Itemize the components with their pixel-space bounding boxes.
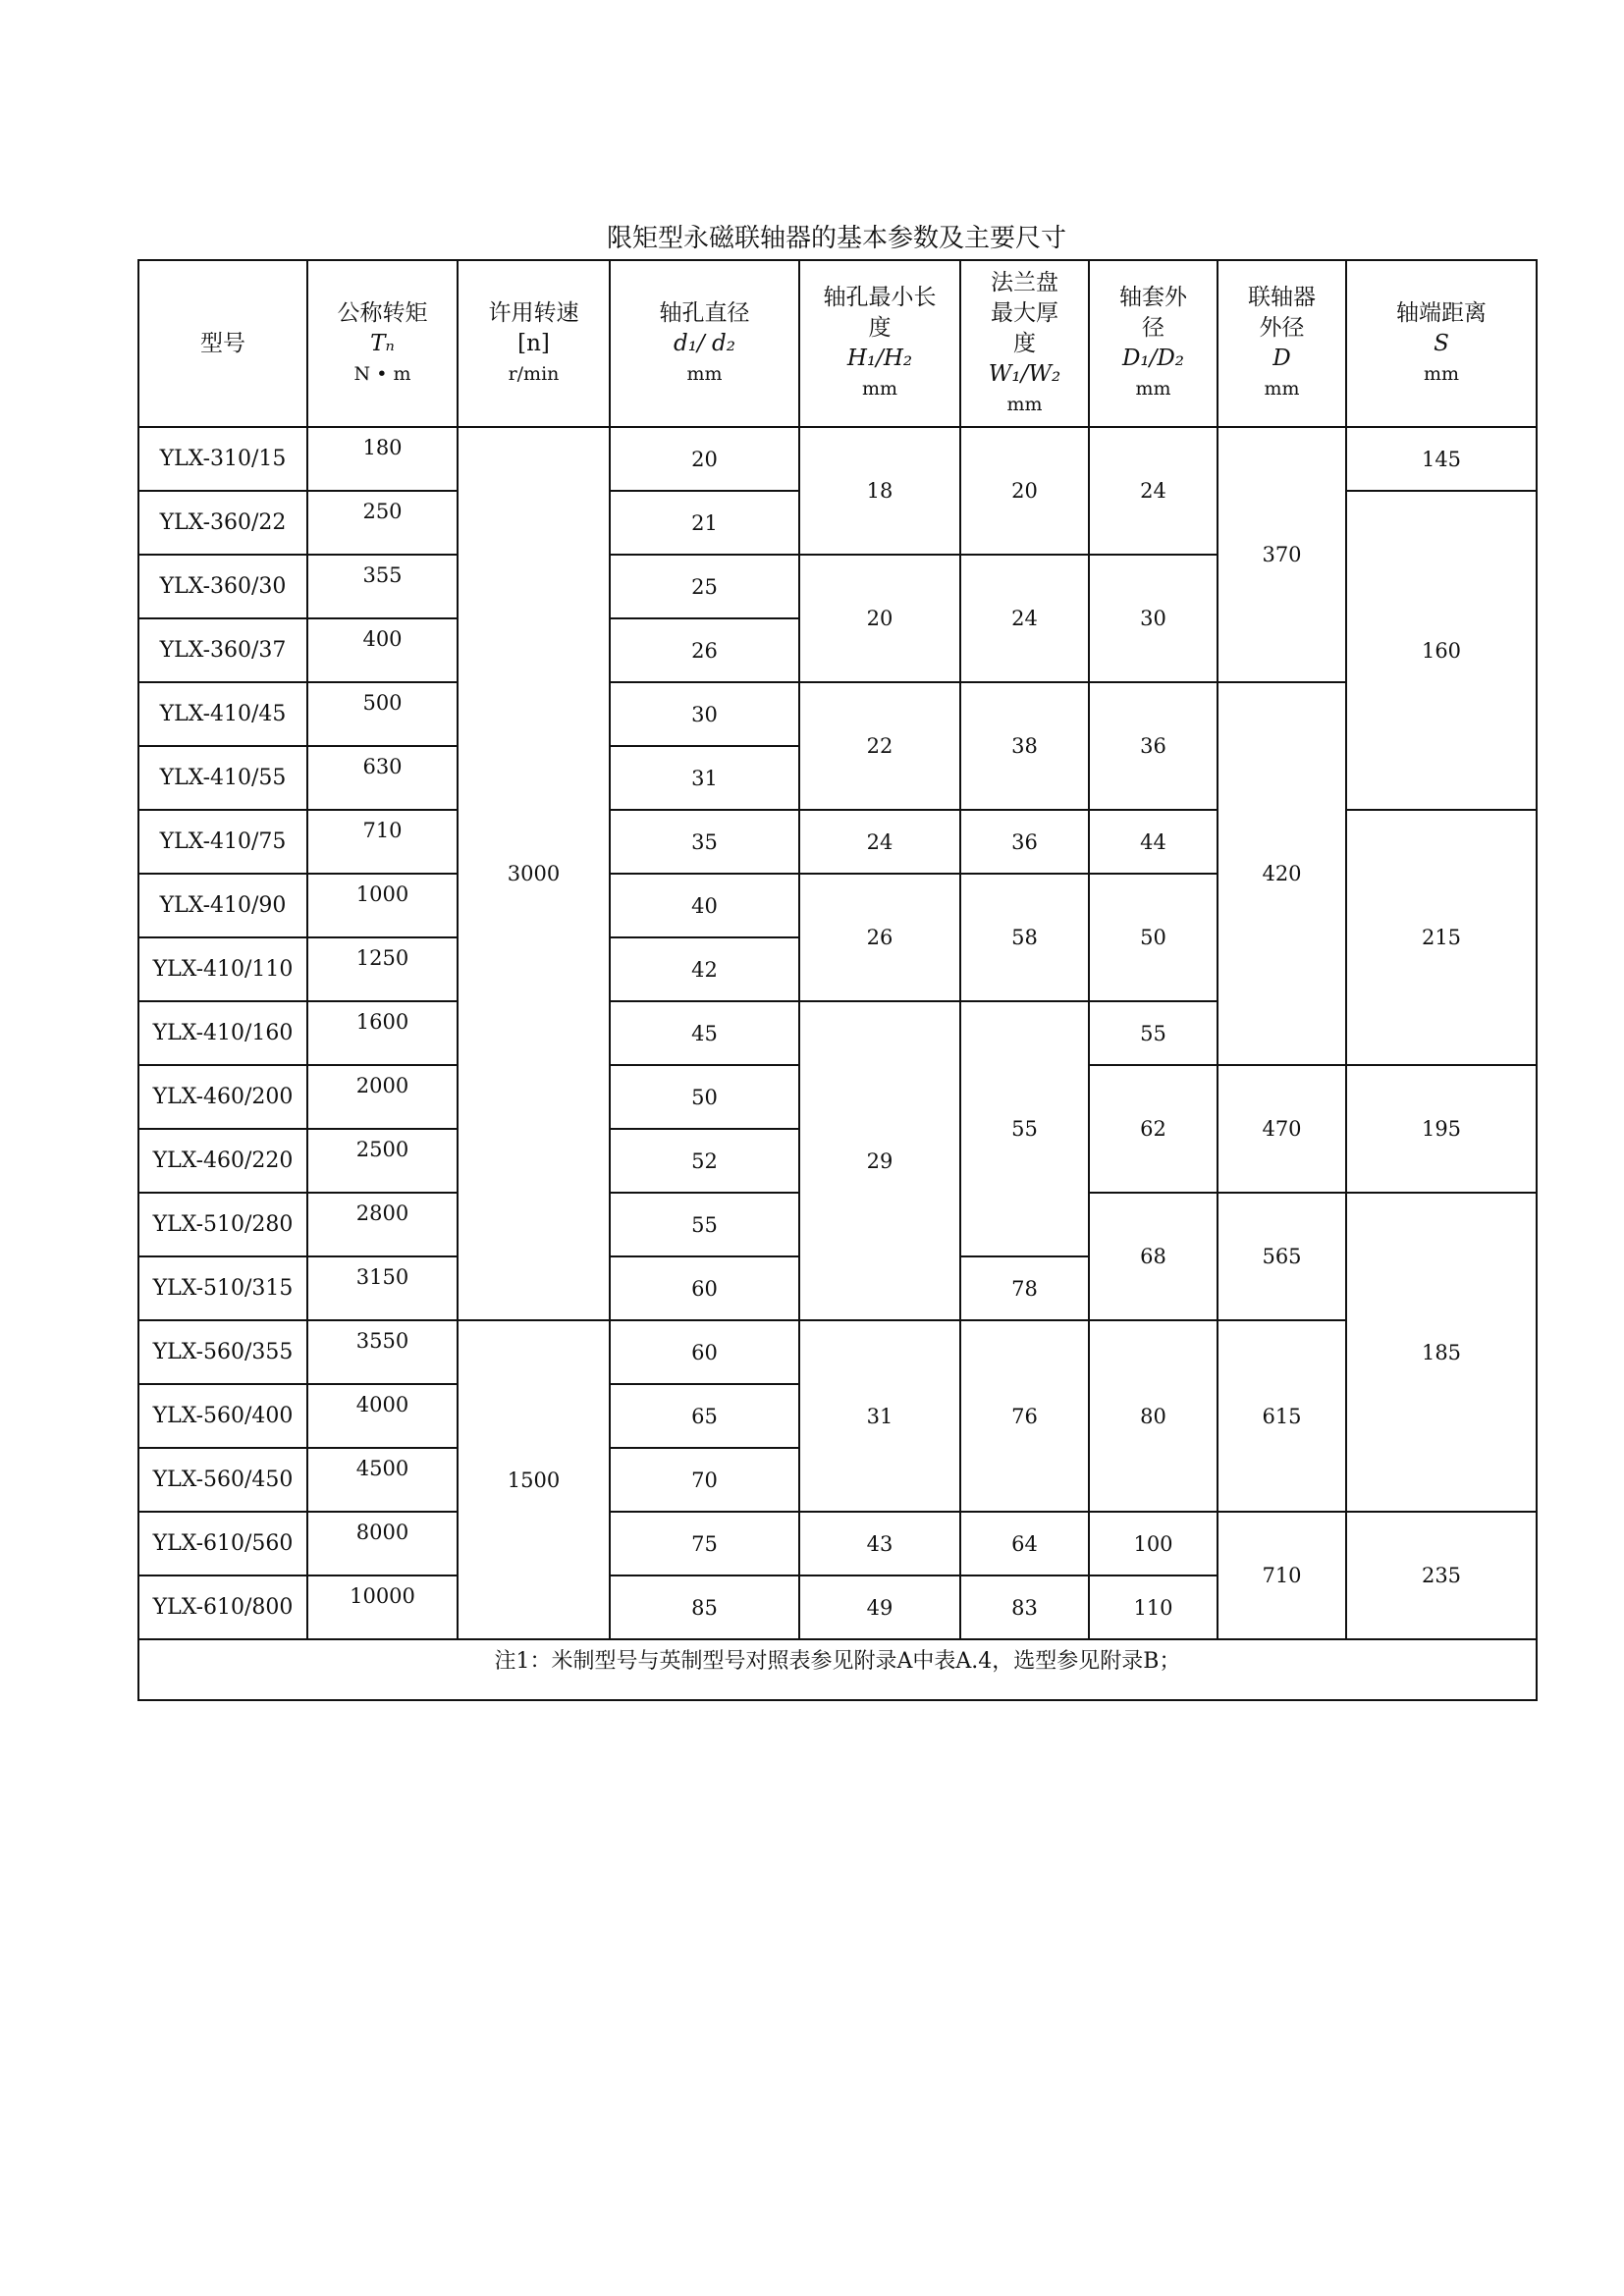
- length-cell: 26: [799, 874, 960, 1001]
- flange-cell: 38: [960, 682, 1089, 810]
- torque-cell: 2500: [307, 1129, 458, 1193]
- flange-cell: 24: [960, 555, 1089, 682]
- header-torque-name: 公称转矩: [337, 299, 428, 326]
- torque-cell: 2000: [307, 1065, 458, 1129]
- outer-diameter-cell: 420: [1218, 682, 1346, 1065]
- header-flange-symbol: W₁/W₂: [988, 360, 1061, 387]
- model-cell: YLX-610/560: [138, 1512, 307, 1575]
- torque-cell: 1600: [307, 1001, 458, 1065]
- header-length: 轴孔最小长 度 H₁/H₂ mm: [799, 260, 960, 427]
- header-speed-name: 许用转速: [488, 299, 579, 326]
- header-distance-unit: mm: [1423, 362, 1460, 385]
- model-cell: YLX-410/55: [138, 746, 307, 810]
- flange-cell: 78: [960, 1256, 1089, 1320]
- outer-diameter-cell: 470: [1218, 1065, 1346, 1193]
- distance-cell: 145: [1346, 427, 1537, 491]
- header-speed-symbol: [n]: [517, 330, 550, 356]
- header-bore-name: 轴孔直径: [659, 299, 750, 326]
- header-torque: [307, 260, 458, 427]
- header-outer-unit: mm: [1264, 378, 1300, 400]
- torque-cell: 1250: [307, 937, 458, 1001]
- model-cell: YLX-610/800: [138, 1575, 307, 1639]
- distance-cell: 160: [1346, 491, 1537, 810]
- bore-cell: 30: [610, 682, 799, 746]
- model-cell: YLX-460/200: [138, 1065, 307, 1129]
- model-cell: YLX-360/30: [138, 555, 307, 618]
- model-cell: YLX-560/450: [138, 1448, 307, 1512]
- model-cell: YLX-460/220: [138, 1129, 307, 1193]
- torque-cell: 3150: [307, 1256, 458, 1320]
- flange-cell: 64: [960, 1512, 1089, 1575]
- header-sleeve-unit: mm: [1135, 378, 1171, 400]
- outer-diameter-cell: 710: [1218, 1512, 1346, 1639]
- table-title: 限矩型永磁联轴器的基本参数及主要尺寸: [606, 224, 1066, 253]
- model-cell: YLX-310/15: [138, 427, 307, 491]
- torque-cell: 355: [307, 555, 458, 618]
- torque-cell: 710: [307, 810, 458, 874]
- header-outer: 联轴器 外径 D mm: [1218, 260, 1346, 427]
- torque-cell: 4500: [307, 1448, 458, 1512]
- length-cell: 31: [799, 1320, 960, 1512]
- sleeve-cell: 44: [1089, 810, 1218, 874]
- bore-cell: 40: [610, 874, 799, 937]
- header-distance-symbol: S: [1434, 330, 1449, 356]
- torque-cell: 10000: [307, 1575, 458, 1639]
- speed-cell: 3000: [458, 427, 610, 1320]
- torque-cell: 400: [307, 618, 458, 682]
- bore-cell: 60: [610, 1256, 799, 1320]
- bore-cell: 65: [610, 1384, 799, 1448]
- length-cell: 22: [799, 682, 960, 810]
- table-row: [138, 427, 1537, 491]
- header-shaft-distance: 轴端距离 S mm: [1346, 260, 1537, 427]
- header-sleeve: 轴套外 径 D₁/D₂ mm: [1089, 260, 1218, 427]
- table-row: [138, 1512, 1537, 1575]
- model-cell: YLX-410/90: [138, 874, 307, 937]
- model-cell: YLX-560/355: [138, 1320, 307, 1384]
- sleeve-cell: 80: [1089, 1320, 1218, 1512]
- bore-cell: 50: [610, 1065, 799, 1129]
- flange-cell: 83: [960, 1575, 1089, 1639]
- model-cell: YLX-560/400: [138, 1384, 307, 1448]
- flange-cell: 55: [960, 1001, 1089, 1256]
- header-bore-symbol: d₁/ d₂: [674, 330, 735, 356]
- length-cell: 49: [799, 1575, 960, 1639]
- table-row: [138, 1320, 1537, 1384]
- sleeve-cell: 55: [1089, 1001, 1218, 1065]
- bore-cell: 60: [610, 1320, 799, 1384]
- bore-cell: 25: [610, 555, 799, 618]
- distance-cell: 185: [1346, 1193, 1537, 1512]
- bore-cell: 20: [610, 427, 799, 491]
- flange-cell: 58: [960, 874, 1089, 1001]
- distance-cell: 215: [1346, 810, 1537, 1065]
- header-speed-unit: r/min: [508, 362, 560, 385]
- outer-diameter-cell: 565: [1218, 1193, 1346, 1320]
- header-length-symbol: H₁/H₂: [846, 346, 913, 371]
- bore-cell: 85: [610, 1575, 799, 1639]
- length-cell: 29: [799, 1001, 960, 1320]
- bore-cell: 75: [610, 1512, 799, 1575]
- torque-cell: 4000: [307, 1384, 458, 1448]
- torque-cell: 180: [307, 427, 458, 491]
- model-cell: YLX-360/37: [138, 618, 307, 682]
- outer-diameter-cell: 370: [1218, 427, 1346, 682]
- torque-cell: 1000: [307, 874, 458, 937]
- header-torque-unit: N • m: [353, 362, 411, 385]
- bore-cell: 52: [610, 1129, 799, 1193]
- flange-cell: 36: [960, 810, 1089, 874]
- sleeve-cell: 30: [1089, 555, 1218, 682]
- length-cell: 24: [799, 810, 960, 874]
- torque-cell: 250: [307, 491, 458, 555]
- sleeve-cell: 110: [1089, 1575, 1218, 1639]
- length-cell: 18: [799, 427, 960, 555]
- length-cell: 43: [799, 1512, 960, 1575]
- model-cell: YLX-410/110: [138, 937, 307, 1001]
- header-flange: 法兰盘 最大厚 度 W₁/W₂ mm: [960, 260, 1089, 427]
- model-cell: YLX-410/45: [138, 682, 307, 746]
- model-cell: YLX-360/22: [138, 491, 307, 555]
- model-cell: YLX-510/315: [138, 1256, 307, 1320]
- bore-cell: 45: [610, 1001, 799, 1065]
- header-sleeve-symbol: D₁/D₂: [1121, 346, 1185, 371]
- bore-cell: 21: [610, 491, 799, 555]
- header-bore-unit: mm: [686, 362, 723, 385]
- bore-cell: 35: [610, 810, 799, 874]
- length-cell: 20: [799, 555, 960, 682]
- sleeve-cell: 36: [1089, 682, 1218, 810]
- torque-cell: 8000: [307, 1512, 458, 1575]
- distance-cell: 195: [1346, 1065, 1537, 1193]
- model-cell: YLX-410/160: [138, 1001, 307, 1065]
- note-row: [138, 1639, 1537, 1700]
- sleeve-cell: 68: [1089, 1193, 1218, 1320]
- outer-diameter-cell: 615: [1218, 1320, 1346, 1512]
- torque-cell: 3550: [307, 1320, 458, 1384]
- header-outer-symbol: D: [1272, 346, 1291, 371]
- header-model: 型号: [138, 260, 307, 427]
- header-bore: [610, 260, 799, 427]
- sleeve-cell: 62: [1089, 1065, 1218, 1193]
- torque-cell: 630: [307, 746, 458, 810]
- bore-cell: 55: [610, 1193, 799, 1256]
- header-flange-unit: mm: [1006, 393, 1043, 415]
- header-torque-symbol: Tₙ: [370, 330, 395, 356]
- bore-cell: 70: [610, 1448, 799, 1512]
- bore-cell: 42: [610, 937, 799, 1001]
- sleeve-cell: 50: [1089, 874, 1218, 1001]
- speed-cell: 1500: [458, 1320, 610, 1639]
- distance-cell: 235: [1346, 1512, 1537, 1639]
- bore-cell: 26: [610, 618, 799, 682]
- sleeve-cell: 24: [1089, 427, 1218, 555]
- sleeve-cell: 100: [1089, 1512, 1218, 1575]
- table-row: [138, 682, 1537, 746]
- torque-cell: 2800: [307, 1193, 458, 1256]
- flange-cell: 76: [960, 1320, 1089, 1512]
- header-row: [138, 260, 1537, 427]
- header-length-unit: mm: [861, 378, 898, 400]
- torque-cell: 500: [307, 682, 458, 746]
- model-cell: YLX-510/280: [138, 1193, 307, 1256]
- header-speed: [458, 260, 610, 427]
- bore-cell: 31: [610, 746, 799, 810]
- spec-table: [137, 259, 1538, 1701]
- flange-cell: 20: [960, 427, 1089, 555]
- table-note: 注1：米制型号与英制型号对照表参见附录A中表A.4，选型参见附录B；: [138, 1639, 1537, 1700]
- model-cell: YLX-410/75: [138, 810, 307, 874]
